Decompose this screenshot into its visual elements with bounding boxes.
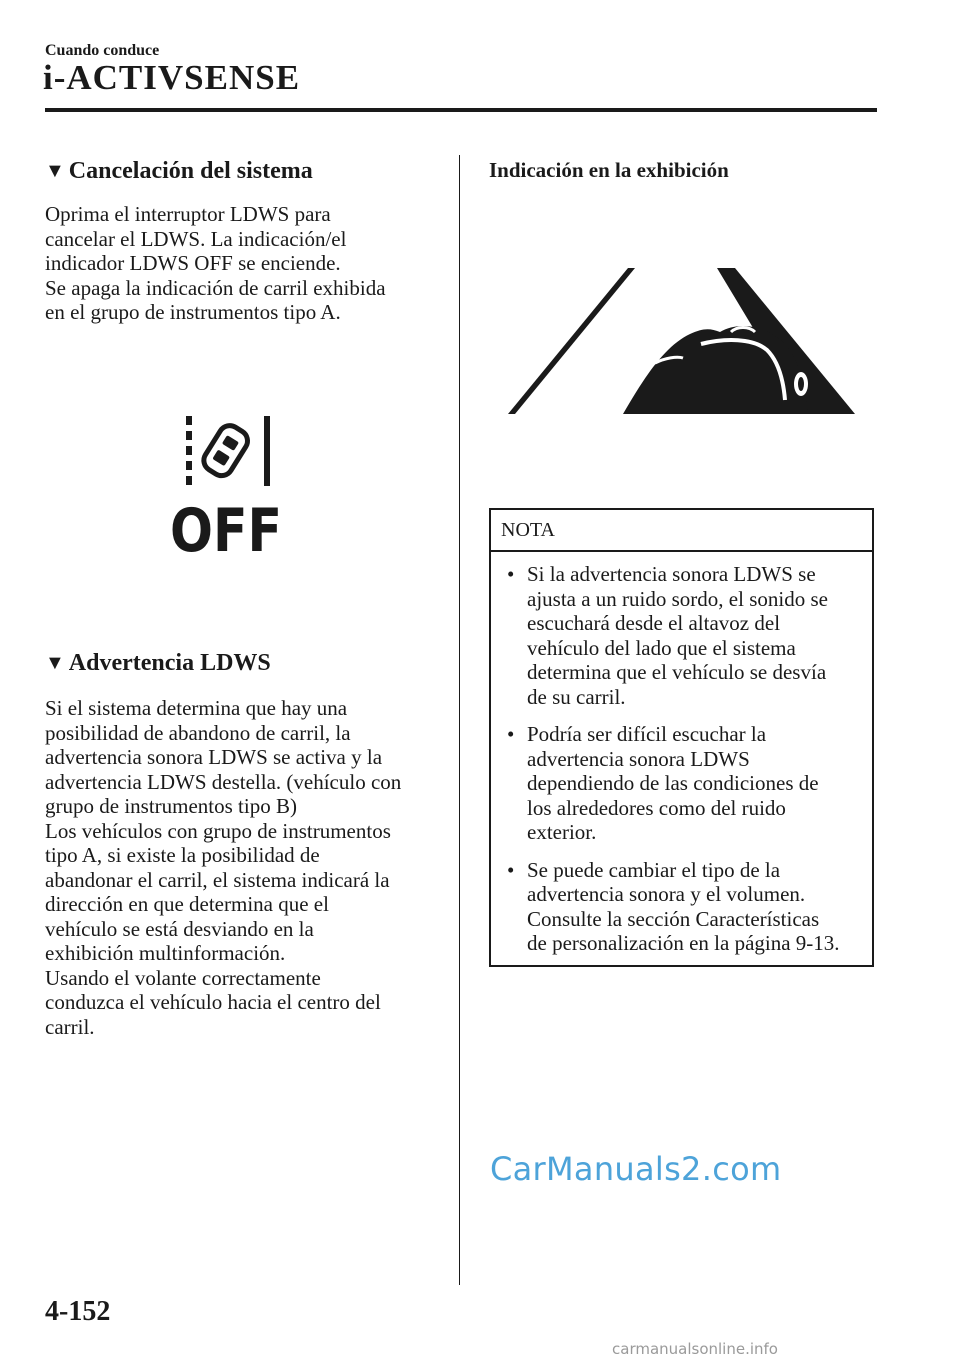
triangle-marker-icon: ▼ (45, 652, 65, 674)
text-line: Oprima el interruptor LDWS para (45, 202, 331, 226)
bullet-icon: • (507, 562, 515, 586)
page-number: 4-152 (45, 1296, 111, 1327)
footer-watermark: carmanualsonline.info (612, 1340, 778, 1358)
bullet-icon: • (507, 857, 515, 882)
text-line: carril. (45, 1014, 95, 1039)
text-line: advertencia sonora LDWS se activa y la (45, 745, 383, 769)
heading-text: Advertencia LDWS (68, 650, 271, 676)
text-line: Consulte la sección Características (527, 906, 820, 931)
text-line: advertencia LDWS destella. (vehículo con (45, 769, 402, 794)
heading-ldws-warning (45, 650, 271, 677)
heading-text: Cancelación del sistema (68, 158, 313, 184)
text-line: abandonar el carril, el sistema indicará la (45, 867, 390, 892)
note-item (505, 562, 866, 709)
text-line: posibilidad de abandono de carril, la (45, 720, 351, 745)
note-list (491, 552, 872, 956)
text-line: Si el sistema determina que hay una (45, 696, 348, 720)
text-line: Si la advertencia sonora LDWS se (527, 562, 816, 586)
note-item (505, 858, 866, 956)
text-line: de personalización en la página 9-13. (527, 931, 840, 955)
text-line: advertencia sonora LDWS (527, 746, 750, 771)
text-line: conduzca el vehículo hacia el centro del (45, 990, 381, 1014)
text-line: en el grupo de instrumentos tipo A. (45, 300, 341, 324)
text-line: tipo A, si existe la posibilidad de (45, 843, 320, 867)
text-line: vehículo del lado que el sistema (527, 635, 796, 660)
lane-departure-display-icon (505, 266, 857, 414)
text-line: Se apaga la indicación de carril exhibida (45, 275, 386, 300)
text-line: de su carril. (527, 684, 626, 709)
off-label: OFF (170, 496, 282, 566)
text-line: escuchará desde el altavoz del (527, 611, 781, 635)
bullet-icon: • (507, 722, 515, 746)
paragraph-ldws-warning (45, 696, 450, 1039)
text-line: dirección en que determina que el (45, 892, 329, 916)
text-line: Se puede cambiar el tipo de la (527, 857, 781, 882)
text-line: Podría ser difícil escuchar la (527, 722, 767, 746)
chapter-title: i-ACTIVSENSE (43, 58, 301, 97)
header-rule (45, 108, 877, 112)
text-line: vehículo se está desviando en la (45, 916, 314, 941)
text-line: los alrededores como del ruido (527, 795, 786, 820)
text-line: Los vehículos con grupo de instrumentos (45, 818, 391, 843)
text-line: determina que el vehículo se desvía (527, 660, 827, 684)
text-line: exhibición multinformación. (45, 941, 286, 965)
note-title: NOTA (491, 510, 872, 552)
text-line: indicador LDWS OFF se enciende. (45, 251, 341, 275)
text-line: dependiendo de las condiciones de (527, 771, 819, 795)
column-divider (459, 155, 460, 1285)
lane-departure-off-icon (168, 412, 286, 566)
text-line: exterior. (527, 820, 597, 844)
section-label: Cuando conduce (45, 42, 160, 59)
triangle-marker-icon: ▼ (45, 160, 65, 182)
text-line: cancelar el LDWS. La indicación/el (45, 226, 347, 251)
text-line: Usando el volante correctamente (45, 965, 321, 990)
text-line: ajusta a un ruido sordo, el sonido se (527, 586, 828, 611)
note-box (489, 508, 874, 967)
text-line: advertencia sonora y el volumen. (527, 882, 806, 906)
text-line: grupo de instrumentos tipo B) (45, 794, 297, 818)
heading-display-indication: Indicación en la exhibición (489, 158, 729, 182)
note-item (505, 722, 866, 845)
watermark: CarManuals2.com (490, 1150, 782, 1188)
heading-system-cancel (45, 158, 313, 185)
paragraph-system-cancel (45, 202, 445, 325)
